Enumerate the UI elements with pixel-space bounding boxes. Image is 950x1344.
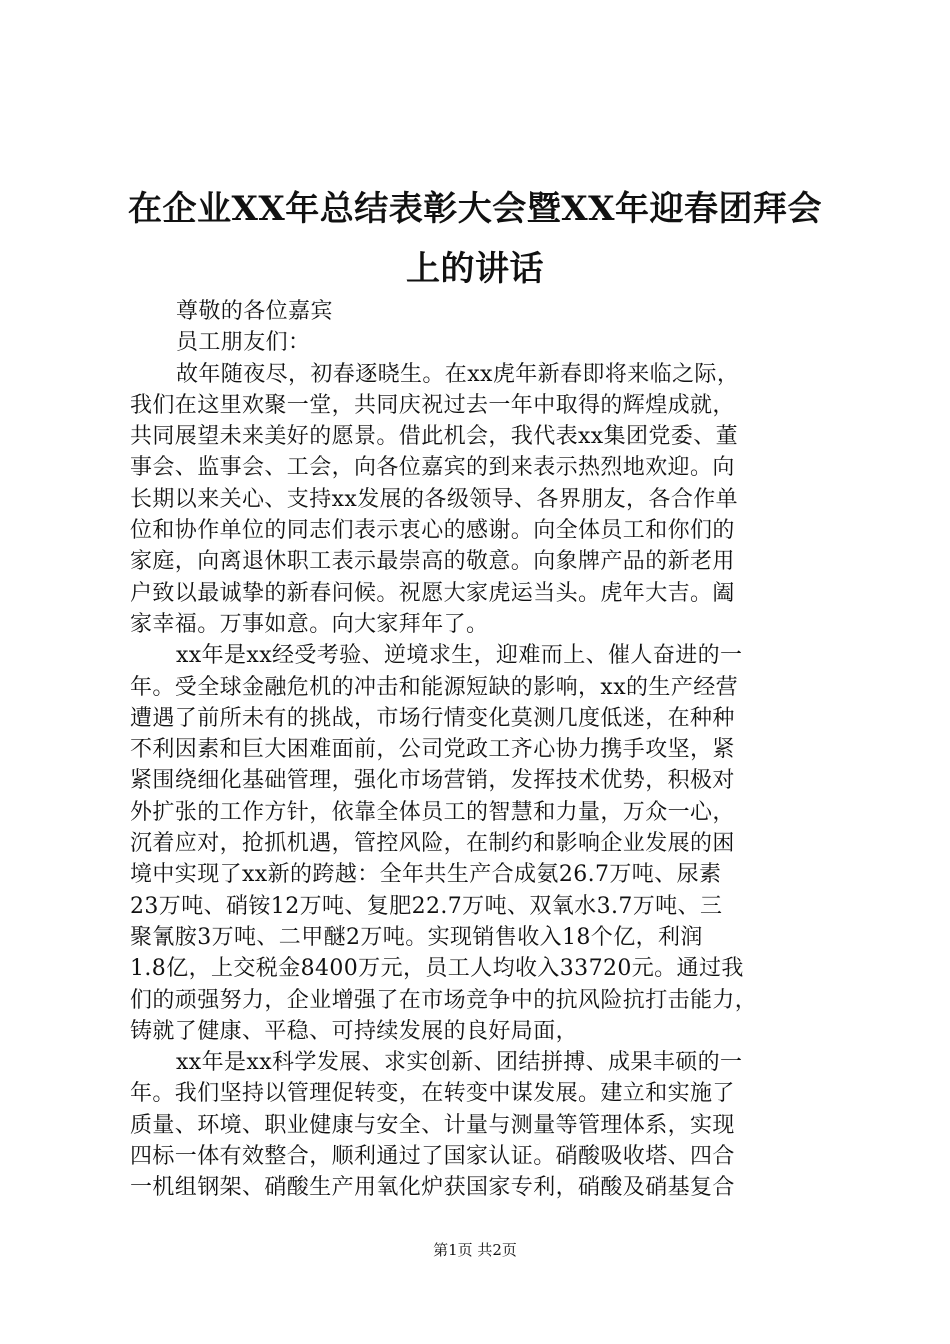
body-text-line: 遭遇了前所未有的挑战，市场行情变化莫测几度低迷，在种种 [130, 705, 735, 731]
body-text-line: 23万吨、硝铵12万吨、复肥22.7万吨、双氧水3.7万吨、三 [130, 893, 723, 919]
body-text-line: 不利因素和巨大困难面前，公司党政工齐心协力携手攻坚，紧 [130, 737, 735, 763]
body-text-line: 户致以最诚挚的新春问候。祝愿大家虎运当头。虎年大吉。阖 [130, 580, 735, 606]
body-text-line: 尊敬的各位嘉宾 [176, 299, 333, 324]
body-text-line: xx年是xx科学发展、求实创新、团结拼搏、成果丰硕的一 [176, 1050, 743, 1076]
page-footer: 第1页 共2页 [433, 1241, 517, 1259]
body-text-line: 聚氰胺3万吨、二甲醚2万吨。实现销售收入18个亿，利润 [130, 924, 703, 950]
body-text-line: 质量、环境、职业健康与安全、计量与测量等管理体系，实现 [130, 1112, 735, 1138]
body-text-line: 紧围绕细化基础管理，强化市场营销，发挥技术优势，积极对 [130, 768, 735, 794]
body-text-line: 我们在这里欢聚一堂，共同庆祝过去一年中取得的辉煌成就， [130, 392, 735, 418]
body-text-line: 事会、监事会、工会，向各位嘉宾的到来表示热烈地欢迎。向 [130, 455, 735, 481]
body-text-line: 长期以来关心、支持xx发展的各级领导、各界朋友，各合作单 [130, 486, 739, 512]
body-text-line: 1.8亿，上交税金8400万元，员工人均收入33720元。通过我 [130, 956, 744, 982]
body-text-line: 位和协作单位的同志们表示衷心的感谢。向全体员工和你们的 [130, 518, 735, 544]
body-text-line: 年。受全球金融危机的冲击和能源短缺的影响，xx的生产经营 [130, 674, 739, 700]
body-text-line: 一机组钢架、硝酸生产用氧化炉获国家专利，硝酸及硝基复合 [130, 1175, 735, 1201]
document-title-line-2: 上的讲话 [406, 249, 544, 289]
body-text-line: 铸就了健康、平稳、可持续发展的良好局面， [130, 1018, 579, 1044]
document-body [130, 296, 830, 1204]
body-text-line: xx年是xx经受考验、逆境求生，迎难而上、催人奋进的一 [176, 643, 743, 669]
body-text-line: 故年随夜尽，初春逐晓生。在xx虎年新春即将来临之际， [176, 361, 740, 387]
body-text-line: 外扩张的工作方针，依靠全体员工的智慧和力量，万众一心， [130, 799, 735, 825]
body-text-line: 年。我们坚持以管理促转变，在转变中谋发展。建立和实施了 [130, 1081, 735, 1107]
body-text-line: 境中实现了xx新的跨越：全年共生产合成氨26.7万吨、尿素 [130, 862, 722, 888]
document-title-line-1: 在企业XX年总结表彰大会暨XX年迎春团拜会 [127, 189, 823, 229]
body-text-line: 四标一体有效整合，顺利通过了国家认证。硝酸吸收塔、四合 [130, 1144, 735, 1170]
body-text-line: 们的顽强努力，企业增强了在市场竞争中的抗风险抗打击能力， [130, 987, 758, 1013]
body-text-line: 沉着应对，抢抓机遇，管控风险，在制约和影响企业发展的困 [130, 831, 735, 857]
body-text-line: 员工朋友们： [176, 330, 311, 356]
body-text-line: 家庭，向离退休职工表示最崇高的敬意。向象牌产品的新老用 [130, 549, 735, 575]
body-text-line: 共同展望未来美好的愿景。借此机会，我代表xx集团党委、董 [130, 424, 739, 450]
body-text-line: 家幸福。万事如意。向大家拜年了。 [130, 611, 489, 637]
